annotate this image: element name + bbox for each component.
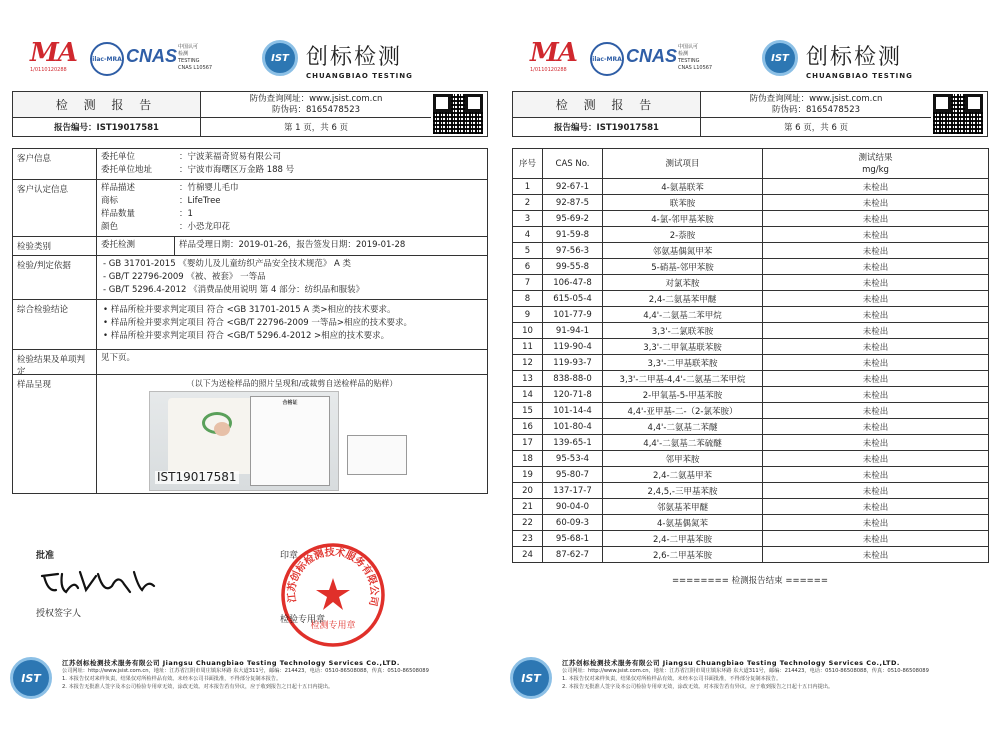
cell-no: 14 (513, 387, 543, 403)
cell-result: 未检出 (763, 515, 989, 531)
ilac-text: ilac-MRA (592, 55, 622, 63)
photo-caption: （以下为送检样品的照片呈现和/或裁剪自送检样品的贴样） (186, 379, 398, 388)
cell-cas: 92-67-1 (543, 179, 603, 195)
cell-result: 未检出 (763, 387, 989, 403)
cell-item: 4,4'-二氨基二苯甲烷 (603, 307, 763, 323)
kv-row (101, 195, 483, 208)
verify-code: 防伪码：8165478523 (271, 105, 361, 115)
cell-no: 24 (513, 547, 543, 563)
cell-item: 4,4'-二氨基二苯醚 (603, 419, 763, 435)
test-dates: 样品受理日期：2019-01-26，报告签发日期：2019-01-28 (179, 240, 406, 250)
field-value: ：宁波莱福奇贸易有限公司 (179, 152, 282, 162)
cnas-logo: CNAS (626, 46, 678, 66)
sample-id-text: IST19017581 (157, 470, 237, 484)
cell-no: 9 (513, 307, 543, 323)
footer-line: 公司网址：http://www.jsist.com.cn，地址：江苏省江阴市周庄镇东环路 东大道311号，邮编：214423，电话：0510-86508088，传真：0510-86508089 (562, 668, 929, 674)
seal-label: 印章 (280, 551, 299, 561)
header-logos (530, 40, 970, 80)
official-stamp (278, 540, 388, 650)
cell-no: 12 (513, 355, 543, 371)
cell-no: 16 (513, 419, 543, 435)
cell-cas: 95-68-1 (543, 531, 603, 547)
conclusion-list (97, 300, 487, 349)
footer-line: 2. 本报告无批准人签字及本公司检验专用章无效，涂改无效。对本报告若有异议，应于收到报告之日起十五日内提出。 (562, 684, 834, 690)
cell-no: 6 (513, 259, 543, 275)
kv-row (101, 221, 483, 234)
cell-cas: 137-17-7 (543, 483, 603, 499)
table-row (513, 307, 989, 323)
cell-no: 11 (513, 339, 543, 355)
cell-cas: 99-55-8 (543, 259, 603, 275)
stamp-text: 江苏创标检测技术服务有限公司 (286, 547, 380, 607)
ilac-mra-logo (590, 42, 624, 76)
cell-item: 2,6-二甲基苯胺 (603, 547, 763, 563)
footer-line: 公司网址：http://www.jsist.com.cn，地址：江苏省江阴市周庄镇东环路 东大道311号，邮编：214423，电话：0510-86508088，传真：0510-86508089 (62, 668, 429, 674)
report-title: 检 测 报 告 (513, 92, 701, 118)
photo-row (13, 375, 487, 493)
standard-item: - GB/T 22796-2009 《被、被套》 一等品 (103, 272, 266, 282)
table-row (513, 195, 989, 211)
sample-info-row (13, 180, 487, 237)
field-value: ：LifeTree (179, 196, 221, 206)
verify-url: 防伪查询网址：www.jsist.com.cn (249, 94, 383, 104)
cell-item: 2,4-二甲基苯胺 (603, 531, 763, 547)
table-row (513, 291, 989, 307)
cell-item: 3,3'-二甲基联苯胺 (603, 355, 763, 371)
test-category-row (13, 237, 487, 256)
ist-footer-logo (510, 657, 552, 699)
cell-item: 4-氨基联苯 (603, 179, 763, 195)
cell-no: 22 (513, 515, 543, 531)
footer-line: 2. 本报告无批准人签字及本公司检验专用章无效，涂改无效。对本报告若有异议，应于收到报告之日起十五日内提出。 (62, 684, 334, 690)
brand (806, 40, 913, 80)
table-row (513, 531, 989, 547)
table-row (513, 355, 989, 371)
brand-cn: 创标检测 (806, 45, 903, 70)
cell-cas: 95-80-7 (543, 467, 603, 483)
cnas-note-line: CNAS L10567 (178, 65, 213, 71)
ist-footer-logo-text: IST (21, 671, 41, 685)
section-label: 综合检验结论 (13, 300, 97, 349)
cell-no: 13 (513, 371, 543, 387)
client-info-row (13, 149, 487, 180)
section-label: 客户认定信息 (13, 180, 97, 236)
verify-code: 防伪码：8165478523 (771, 105, 861, 115)
table-row (513, 259, 989, 275)
seal-note: 检验专用章 (280, 615, 326, 625)
ma-logo-text: MA (530, 38, 577, 68)
cell-result: 未检出 (763, 275, 989, 291)
cell-no: 17 (513, 435, 543, 451)
standard-item: - GB/T 5296.4-2012 《消费品使用说明 第 4 部分：纺织品和服装》 (103, 285, 365, 295)
field-key: 商标 (101, 196, 119, 206)
result-header: 测试结果 (858, 152, 893, 163)
table-row (513, 211, 989, 227)
cell-no: 20 (513, 483, 543, 499)
cell-cas: 91-94-1 (543, 323, 603, 339)
table-row (513, 387, 989, 403)
handwritten-signature (38, 566, 158, 598)
cell-result: 未检出 (763, 195, 989, 211)
ist-logo (262, 40, 298, 76)
footer-text (62, 659, 492, 691)
cell-no: 5 (513, 243, 543, 259)
cell-result: 未检出 (763, 547, 989, 563)
cell-no: 7 (513, 275, 543, 291)
anti-counterfeit-info (701, 92, 931, 118)
page-footer (10, 655, 490, 705)
cell-cas: 95-69-2 (543, 211, 603, 227)
brand-cn: 创标检测 (306, 45, 403, 70)
cell-item: 3,3'-二甲氧基联苯胺 (603, 339, 763, 355)
ilac-mra-logo (90, 42, 124, 76)
cnas-note-line: TESTING (178, 58, 200, 64)
ist-logo-text: IST (771, 52, 789, 64)
table-row (513, 483, 989, 499)
brand (306, 40, 413, 80)
cell-result: 未检出 (763, 499, 989, 515)
cell-result: 未检出 (763, 531, 989, 547)
cell-cas: 139-65-1 (543, 435, 603, 451)
column-header-result (763, 149, 989, 179)
standard-item: - GB 31701-2015 《婴幼儿及儿童纺织产品安全技术规范》 A 类 (103, 259, 352, 269)
cell-cas: 119-90-4 (543, 339, 603, 355)
standards-list (97, 256, 487, 299)
ma-number: 1/0110120288 (530, 67, 567, 73)
cell-result: 未检出 (763, 355, 989, 371)
dinosaur-print-icon (214, 422, 230, 436)
cell-cas: 101-80-4 (543, 419, 603, 435)
cell-result: 未检出 (763, 403, 989, 419)
footer-text (562, 659, 992, 691)
cell-item: 邻氨基偶氮甲苯 (603, 243, 763, 259)
conclusion-item: • 样品所检并要求判定项目 符合 <GB 31701-2015 A 类>相应的技术要求。 (103, 305, 396, 315)
azo-results-table (512, 148, 989, 563)
footer-company: 江苏创标检测技术服务有限公司 Jiangsu Chuangbiao Testing Technology Services Co.,LTD. (62, 659, 400, 667)
report-info-table (12, 148, 488, 494)
cell-item: 3,3'-二甲基-4,4'-二氨基二苯甲烷 (603, 371, 763, 387)
table-row (513, 339, 989, 355)
cell-item: 2-萘胺 (603, 227, 763, 243)
page-number: 第 1 页，共 6 页 (283, 123, 349, 133)
kv-row (101, 208, 483, 221)
table-row (513, 371, 989, 387)
table-row (513, 515, 989, 531)
cma-logo (30, 40, 88, 73)
verify-url: 防伪查询网址：www.jsist.com.cn (749, 94, 883, 104)
cma-logo (530, 40, 588, 73)
cell-cas: 92-87-5 (543, 195, 603, 211)
results-note-row (13, 350, 487, 375)
field-value: ：宁波市海曙区万金路 188 号 (179, 165, 295, 175)
cell-no: 4 (513, 227, 543, 243)
anti-counterfeit-info (201, 92, 431, 118)
standards-row (13, 256, 487, 300)
field-key: 样品数量 (101, 209, 136, 219)
approve-label: 批准 (36, 551, 55, 561)
cnas-note-line: 中国认可 (178, 44, 199, 50)
test-category-content (97, 237, 487, 255)
test-category-value: 委托检测 (97, 237, 175, 255)
ist-logo-text: IST (271, 52, 289, 64)
cell-cas: 87-62-7 (543, 547, 603, 563)
cell-item: 3,3'-二氯联苯胺 (603, 323, 763, 339)
field-key: 委托单位 (101, 152, 136, 162)
column-header: 序号 (513, 149, 543, 179)
cell-item: 4,4'-亚甲基-二-（2-氯苯胺） (603, 403, 763, 419)
cell-cas: 838-88-0 (543, 371, 603, 387)
results-body (513, 179, 989, 563)
cell-no: 1 (513, 179, 543, 195)
cnas-note (678, 44, 738, 72)
column-header: CAS No. (543, 149, 603, 179)
ist-logo (762, 40, 798, 76)
brand-en: CHUANGBIAO TESTING (306, 72, 413, 80)
footer-line: 1. 本报告仅对来样负责，结果仅对所检样品有效。未经本公司书面批准，不得部分复制本报告。 (562, 676, 782, 682)
report-number: 报告编号：IST19017581 (13, 118, 201, 136)
cell-cas: 119-93-7 (543, 355, 603, 371)
cell-result: 未检出 (763, 483, 989, 499)
cell-result: 未检出 (763, 227, 989, 243)
cell-no: 8 (513, 291, 543, 307)
cell-item: 邻甲苯胺 (603, 451, 763, 467)
header-logos (30, 40, 470, 80)
cell-no: 15 (513, 403, 543, 419)
qr-code-icon (933, 94, 983, 134)
field-value: ：小恐龙印花 (179, 222, 231, 232)
cell-item: 5-硝基-邻甲苯胺 (603, 259, 763, 275)
sample-info-content (97, 180, 487, 236)
cell-no: 3 (513, 211, 543, 227)
table-row (513, 179, 989, 195)
cell-no: 18 (513, 451, 543, 467)
field-value: ：1 (179, 209, 193, 219)
table-row (513, 243, 989, 259)
cell-result: 未检出 (763, 435, 989, 451)
page-footer (510, 655, 990, 705)
conclusion-item: • 样品所检并要求判定项目 符合 <GB/T 5296.4-2012 >相应的技术要求。 (103, 331, 390, 341)
cell-result: 未检出 (763, 307, 989, 323)
cnas-note-line: CNAS L10567 (678, 65, 713, 71)
cell-result: 未检出 (763, 259, 989, 275)
table-row (513, 499, 989, 515)
section-label: 检验/判定依据 (13, 256, 97, 299)
report-header (12, 91, 488, 137)
cell-result: 未检出 (763, 211, 989, 227)
authorized-signer-label: 授权签字人 (36, 609, 82, 619)
report-title: 检 测 报 告 (13, 92, 201, 118)
cell-cas: 91-59-8 (543, 227, 603, 243)
footer-company: 江苏创标检测技术服务有限公司 Jiangsu Chuangbiao Testing Technology Services Co.,LTD. (562, 659, 900, 667)
cnas-note (178, 44, 238, 72)
unit-header: mg/kg (862, 164, 889, 175)
kv-row (101, 151, 483, 164)
report-number: 报告编号：IST19017581 (513, 118, 701, 136)
cell-cas: 60-09-3 (543, 515, 603, 531)
cnas-note-line: 检测 (678, 51, 689, 57)
cell-cas: 615-05-4 (543, 291, 603, 307)
table-header-row (513, 149, 989, 179)
cnas-note-line: 中国认可 (678, 44, 699, 50)
field-key: 颜色 (101, 222, 119, 232)
qr-code-icon (433, 94, 483, 134)
field-value: ：竹棉婴儿毛巾 (179, 183, 239, 193)
product-tag (250, 396, 330, 486)
cell-cas: 90-04-0 (543, 499, 603, 515)
cell-cas: 101-14-4 (543, 403, 603, 419)
field-key: 样品描述 (101, 183, 136, 193)
cell-item: 对氯苯胺 (603, 275, 763, 291)
cell-result: 未检出 (763, 451, 989, 467)
ma-logo-text: MA (30, 38, 77, 68)
cell-result: 未检出 (763, 339, 989, 355)
cell-cas: 97-56-3 (543, 243, 603, 259)
footer-line: 1. 本报告仅对来样负责，结果仅对所检样品有效。未经本公司书面批准，不得部分复制本报告。 (62, 676, 282, 682)
report-end-marker: ======== 检测报告结束 ====== (671, 576, 829, 586)
column-header: 测试项目 (603, 149, 763, 179)
field-key: 委托单位地址 (101, 165, 153, 175)
page-number: 第 6 页，共 6 页 (783, 123, 849, 133)
table-row (513, 227, 989, 243)
cell-result: 未检出 (763, 291, 989, 307)
cnas-logo: CNAS (126, 46, 178, 66)
tag-title: 合格证 (282, 400, 298, 406)
stamp-bottom-text: 检测专用章 (310, 621, 356, 631)
section-label: 检验类别 (13, 237, 97, 255)
table-row (513, 323, 989, 339)
conclusion-item: • 样品所检并要求判定项目 符合 <GB/T 22796-2009 一等品>相应的技术要求。 (103, 318, 412, 328)
ist-footer-logo-text: IST (521, 671, 541, 685)
kv-row (101, 164, 483, 177)
table-row (513, 547, 989, 563)
table-row (513, 419, 989, 435)
cell-cas: 120-71-8 (543, 387, 603, 403)
cell-item: 2,4,5,-三甲基苯胺 (603, 483, 763, 499)
cell-cas: 106-47-8 (543, 275, 603, 291)
section-label: 样品呈现 (13, 375, 97, 493)
cell-item: 4,4'-二氨基二苯硫醚 (603, 435, 763, 451)
cell-result: 未检出 (763, 243, 989, 259)
conclusion-row (13, 300, 487, 350)
cell-item: 邻氨基苯甲醚 (603, 499, 763, 515)
cnas-note-line: 检测 (178, 51, 189, 57)
cell-no: 21 (513, 499, 543, 515)
cell-item: 2-甲氧基-5-甲基苯胺 (603, 387, 763, 403)
cell-item: 4-氨基偶氮苯 (603, 515, 763, 531)
cell-cas: 95-53-4 (543, 451, 603, 467)
cell-result: 未检出 (763, 323, 989, 339)
section-label: 客户信息 (13, 149, 97, 179)
ist-footer-logo (10, 657, 52, 699)
section-label: 检验结果及单项判定 (13, 350, 97, 374)
cell-result: 未检出 (763, 371, 989, 387)
report-page-6 (500, 0, 1000, 747)
results-note-value: 见下页。 (101, 353, 136, 363)
cell-item: 4-氯-邻甲基苯胺 (603, 211, 763, 227)
cell-result: 未检出 (763, 467, 989, 483)
client-info-content (97, 149, 487, 179)
ma-number: 1/0110120288 (30, 67, 67, 73)
table-row (513, 451, 989, 467)
table-row (513, 275, 989, 291)
cell-no: 23 (513, 531, 543, 547)
cell-result: 未检出 (763, 179, 989, 195)
cell-result: 未检出 (763, 419, 989, 435)
kv-row (101, 182, 483, 195)
table-row (513, 435, 989, 451)
care-label (347, 435, 407, 475)
cell-item: 联苯胺 (603, 195, 763, 211)
table-row (513, 403, 989, 419)
cell-item: 2,4-二氨基苯甲醚 (603, 291, 763, 307)
ilac-text: ilac-MRA (92, 55, 122, 63)
cell-no: 10 (513, 323, 543, 339)
cell-no: 2 (513, 195, 543, 211)
brand-en: CHUANGBIAO TESTING (806, 72, 913, 80)
table-row (513, 467, 989, 483)
cnas-note-line: TESTING (678, 58, 700, 64)
cell-item: 2,4-二氨基甲苯 (603, 467, 763, 483)
cell-no: 19 (513, 467, 543, 483)
photo-area (97, 375, 487, 493)
cell-cas: 101-77-9 (543, 307, 603, 323)
report-header (512, 91, 988, 137)
